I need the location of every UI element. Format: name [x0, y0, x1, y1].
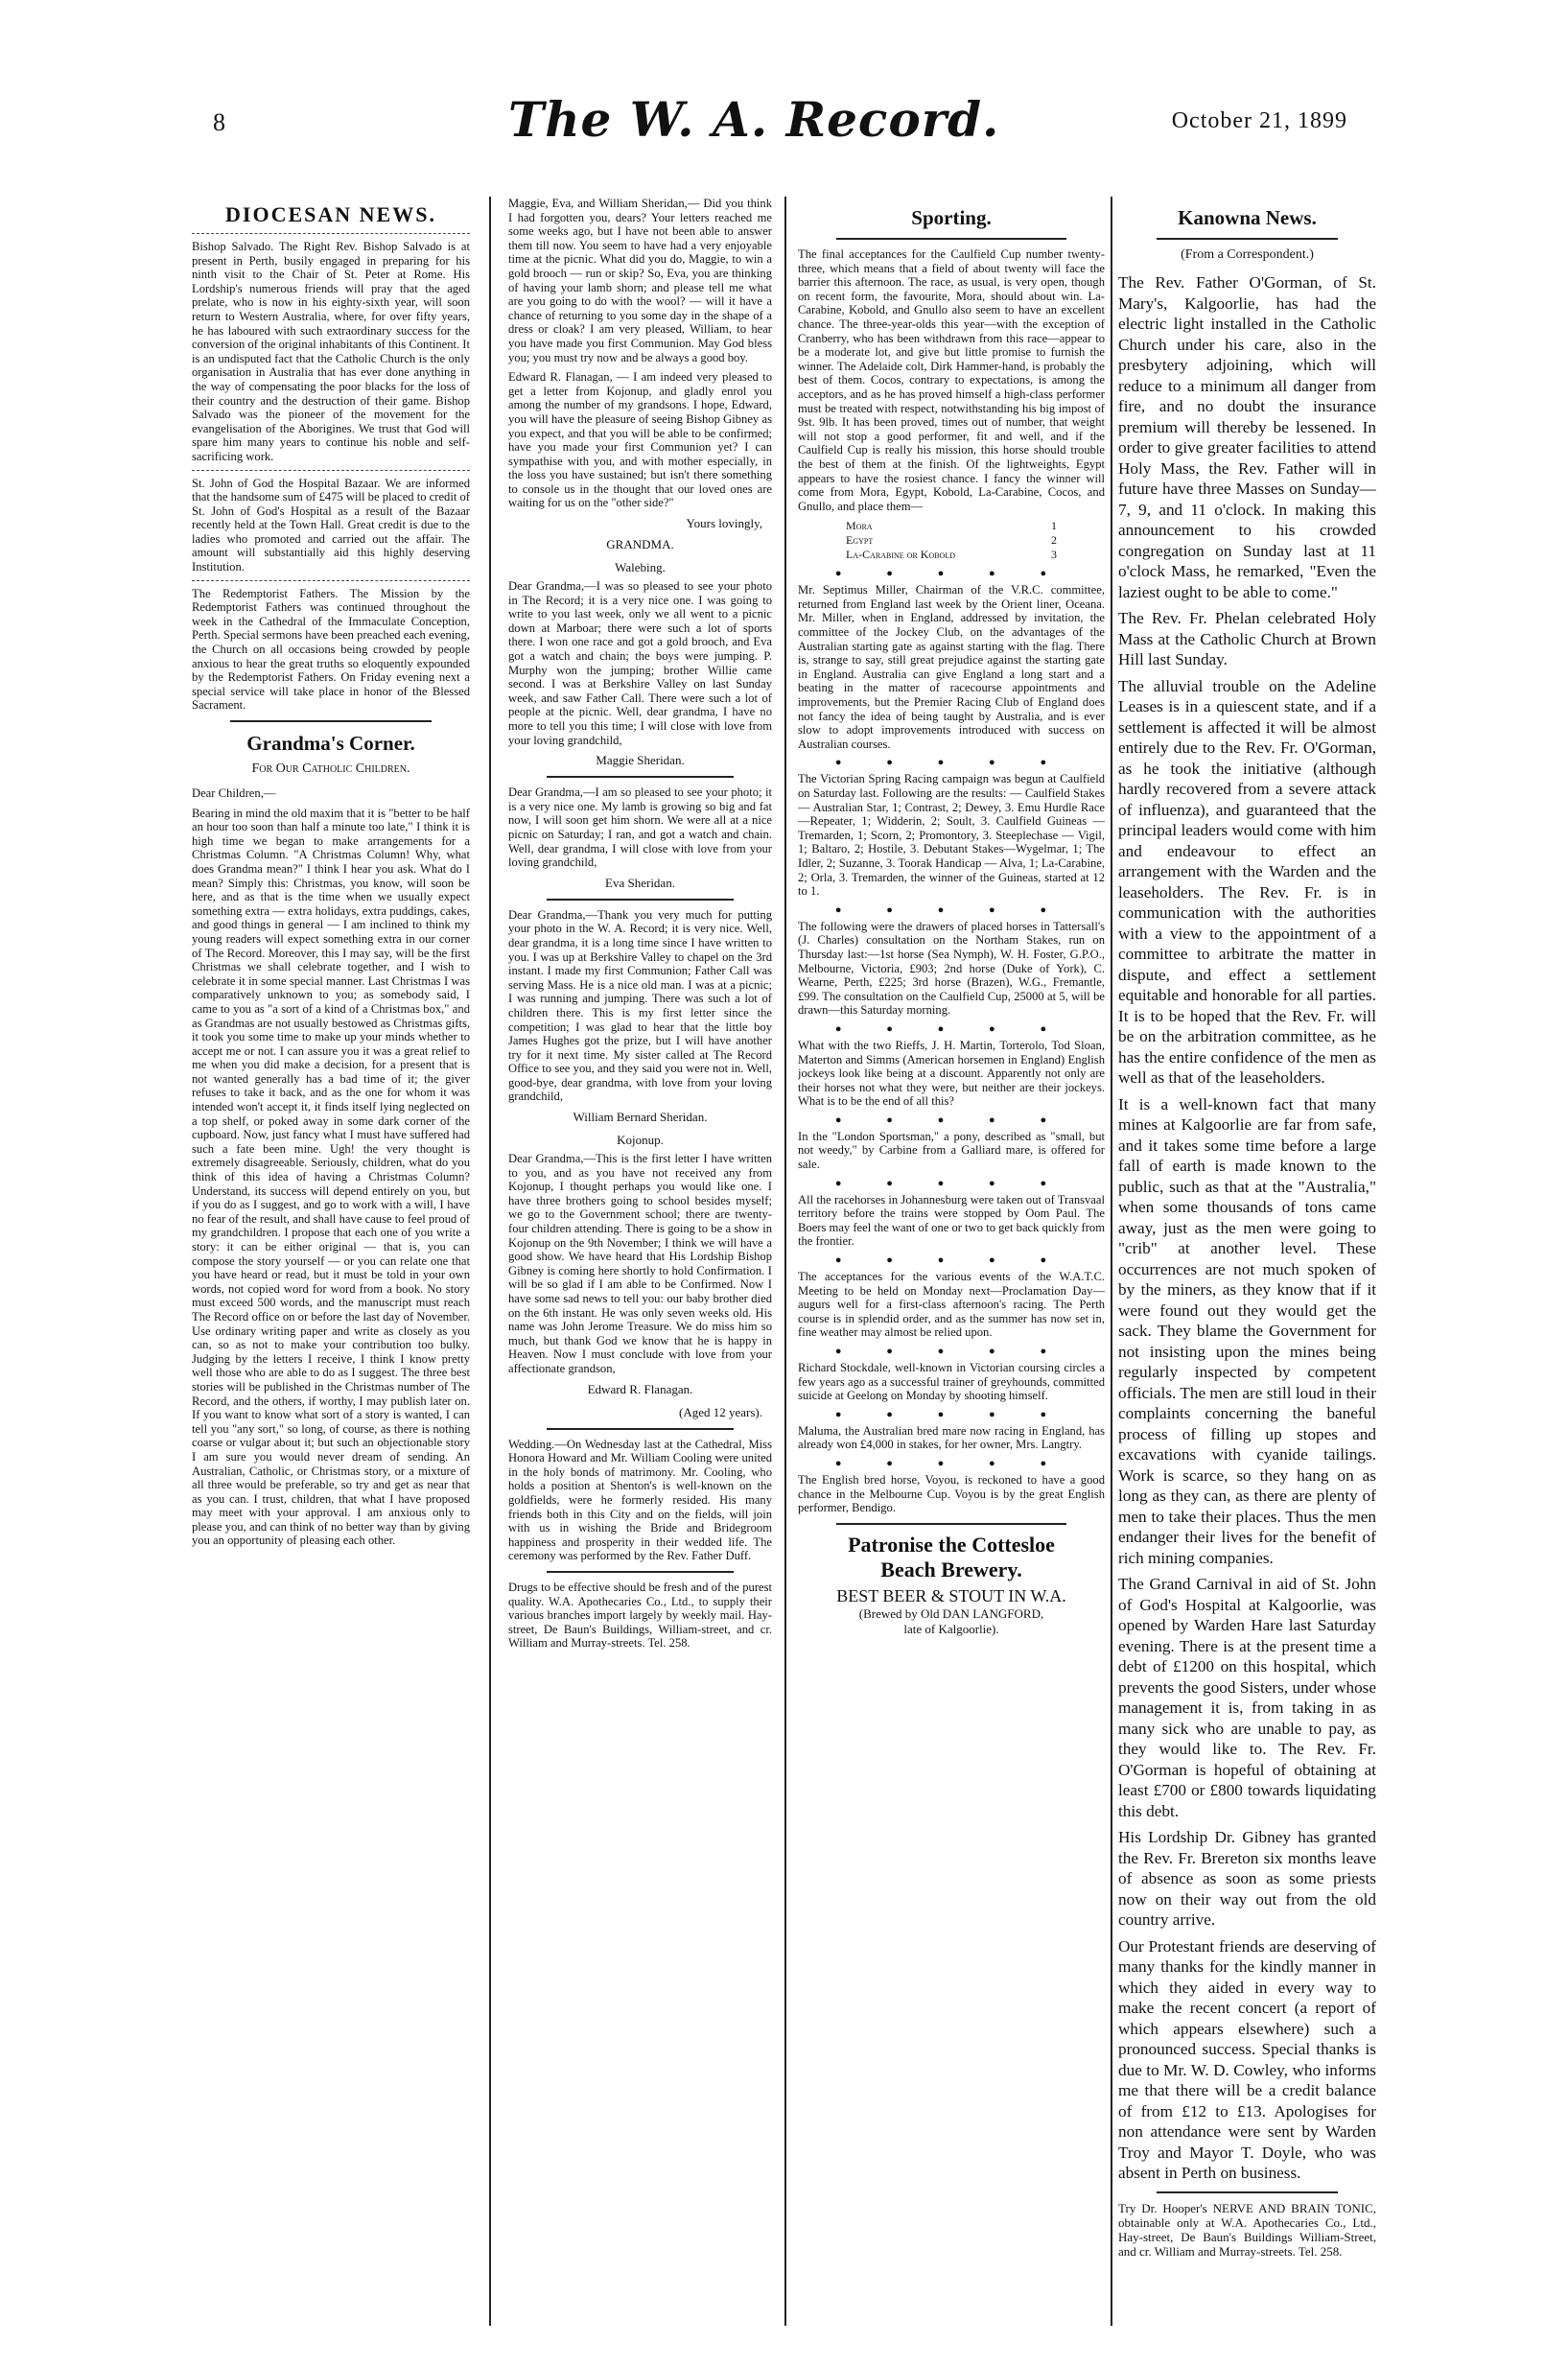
- article-paragraph: The Redemptorist Fathers. The Mission by the Redemptorist Fathers was continued throughout the week in the Cathedral of the Immaculate Conception, Perth. Special sermons have been preached each evening, the Church on all occasions being crowded by people anxious to hear the great truths so eloquently expounded by the Redemptorist Fathers. On Friday evening next a special service will take place in honor of the Blessed Sacrament.: [192, 586, 470, 713]
- article-paragraph: St. John of God the Hospital Bazaar. We are informed that the handsome sum of £475 will be placed to credit of St. John of God's Hospital as a result of the Bazaar recently held at the Town Hall. Great credit is due to the ladies who promoted and carried out the affair. The amount will substantially aid this highly deserving Institution.: [192, 476, 470, 574]
- signature: Yours lovingly,: [686, 516, 762, 531]
- article-paragraph: What with the two Rieffs, J. H. Martin, Torterolo, Tod Sloan, Materton and Simms (American horsemen in England) English jockeys look like being at a discount. Apparently not only are their horses not what they were, but neither are their jockeys. What is to be the end of all this?: [798, 1038, 1105, 1109]
- article-paragraph: The following were the drawers of placed horses in Tattersall's (J. Charles) consultation on the Northam Stakes, run on Thursday last:—1st horse (Sea Nymph), W. H. Foster, G.P.O., Melbourne, Victoria, £903; 2nd horse (Duke of York), C. Wearne, Perth, £225; 3rd horse (Brazen), W.G., Fremantle, £99. The consultation on the Caulfield Cup, 25000 at 5, will be drawn—this Saturday morning.: [798, 919, 1105, 1018]
- issue-date: October 21, 1899: [1171, 108, 1347, 133]
- letter-paragraph: Dear Grandma,—Thank you very much for putting your photo in the W. A. Record; it is very nice. Well, dear grandma, it is a long time since I have written to you. I was up at Berkshire Valley to chapel on the 3rd instant. I made my first Communion; Father Call was serving Mass. He is a nice old man. I was at a picnic; I was running and jumping. There was such a lot of children there. This is my first letter since the competition; I was glad to hear that the little boy James Hughes got the prize, but I will have another try for it next time. My sister called at The Record Office to see you, and they said you were not in. Well, good-bye, dear grandma, with love from your loving grandchild,: [508, 907, 772, 1104]
- article-paragraph: The acceptances for the various events of the W.A.T.C. Meeting to be held on Monday next—Proclamation Day—augurs well for a first-class afternoon's racing. The Perth course is in splendid order, and as the summer has now set in, fine weather may almost be relied upon.: [798, 1270, 1105, 1340]
- page-number: 8: [213, 108, 225, 136]
- divider: [1157, 238, 1338, 240]
- letter-paragraph: Dear Grandma,—I was so pleased to see your photo in The Record; it is a very nice one. I was going to write to you last week, only we all went to a picnic down at Marboar; there were such a lot of sports there. I won one race and got a gold brooch, and Eva got a watch and chain; the boys were jumping. P. Murphy won the jumping; brother Willie came second. I was at Berkshire Valley on last Sunday week, and saw Father Call. There were such a lot of people at the picnic. Well, dear grandma, I have no more to tell you this time; I will close with love from your loving grandchild,: [508, 579, 772, 747]
- article-paragraph: The alluvial trouble on the Adeline Leases is in a quiescent state, and if a settlement is affected it will be almost entirely due to the Rev. Fr. O'Gorman, as he took the initiative (although hardly recovered from a severe attack of influenza), and guaranteed that the principal leaders would come with him and endeavour to effect an arrangement with the Warden and the leaseholders. The Rev. Fr. is in communication with the authorities with a view to the appointment of a committee to arbitrate the matter in dispute, and effect a settlement equitable and honorable for all parties. It is to be hoped that the Rev. Fr. will be on the arbitration committee, as he has the entire confidence of the men as well as that of the leaseholders.: [1118, 676, 1376, 1087]
- letter-paragraph: Dear Grandma,—This is the first letter I have written to you, and as you have not received any from Kojonup, I thought perhaps you would like one. I have three brothers going to school besides myself; we go to the Government school; there are twenty-four children attending. There is going to be a show in Kojonup on the 9th November; I think we will have a good show. We have heard that His Lordship Bishop Gibney is coming here shortly to hold Confirmation. I will be so glad if I am able to be Confirmed. Now I have some sad news to tell you: our baby brother died on the 6th instant. He was only seven weeks old. His name was John Jerome Treasure. We do miss him so much, but thank God we know that he is happy in Heaven. Now I must conclude with love from your affectionate grandson,: [508, 1152, 772, 1375]
- divider: ● ● ● ● ●: [834, 1457, 1068, 1469]
- divider: ● ● ● ● ●: [834, 1346, 1068, 1357]
- divider: [192, 470, 470, 471]
- divider: ● ● ● ● ●: [834, 1254, 1068, 1267]
- article-paragraph: Bishop Salvado. The Right Rev. Bishop Salvado is at present in Perth, busily engaged in preparing for his ninth visit to the Chair of St. Peter at Rome. His Lordship's numerous friends will pray that the aged prelate, who is now in his eighty-sixth year, will soon return to Western Australia, where, for over fifty years, he has laboured with such extraordinary success for the conversion of the original inhabitants of this Continent. It is an undisputed fact that the Catholic Church is the only organisation in Australia that has ever done anything in the way of compensating the poor blacks for the loss of their country and the destruction of their game. Bishop Salvado was the pioneer of the movement for the evangelisation of the Aborigines. We trust that God will spare him many years to continue his noble and self-sacrificing work.: [192, 240, 470, 463]
- section-subheading: For Our Catholic Children.: [251, 761, 410, 776]
- ad-note: (Brewed by Old DAN LANGFORD,: [858, 1605, 1044, 1621]
- divider: ● ● ● ● ●: [834, 757, 1068, 769]
- advertisement: Try Dr. Hooper's NERVE AND BRAIN TONIC, obtainable only at W.A. Apothecaries Co., Ltd., Hay-street, De Baun's Buildings William-Street, and cr. William and Murray-streets. Tel. 258.: [1118, 2200, 1376, 2259]
- article-paragraph: Wedding.—On Wednesday last at the Cathedral, Miss Honora Howard and Mr. William Cooling were united in the holy bonds of matrimony. Mr. Cooling, who holds a position at Shenton's is well-known on the goldfields, were he formerly resided. His many friends both in this City and on the fields, will join with us in wishing the Bride and Bridegroom happiness and prosperity in their wedded life. The ceremony was performed by the Rev. Father Duff.: [508, 1437, 772, 1563]
- divider: ● ● ● ● ●: [834, 1113, 1068, 1126]
- tips-row: Egypt 2: [846, 533, 1057, 548]
- article-paragraph: All the racehorses in Johannesburg were taken out of Transvaal territory before the trains were stopped by Oom Paul. The Boers may feel the want of one or two to get back quickly from the frontier.: [798, 1192, 1105, 1249]
- signature: Eva Sheridan.: [605, 875, 675, 890]
- divider: [836, 1523, 1066, 1525]
- section-heading: Grandma's Corner.: [246, 732, 415, 755]
- brewery-advertisement: [798, 1533, 1105, 1637]
- column-divider: [1111, 197, 1112, 2326]
- article-paragraph: The Rev. Fr. Phelan celebrated Holy Mass at the Catholic Church at Brown Hill last Sunday.: [1118, 609, 1376, 668]
- divider: ● ● ● ● ●: [834, 1177, 1068, 1189]
- column-sporting: [798, 197, 1105, 2326]
- article-paragraph: It is a well-known fact that many mines at Kalgoorlie are far from safe, and it takes some time before a large fall of earth is made known to the public, such as that at the "Australia," when some thousands of tons came away, just as the men were going to "crib" at another level. These occurrences are not much spoken of by the miners, as they know that if it were found out they would get the sack. They blame the Government for not insisting upon the mines being regularly inspected by competent officials. The men are still loud in their complaints concerning the baneful process of filling up stopes and excavations with cyanide tailings. Work is scarce, so they hang on as long as they can, as there are plenty of men to take their places. Thus the men endanger their lives for the benefit of rich mining companies.: [1118, 1094, 1376, 1567]
- column-kanowna-news: [1118, 197, 1376, 2326]
- letter-paragraph: Dear Grandma,—I am so pleased to see your photo; it is a very nice one. My lamb is growing so big and fat now, I will soon get him shorn. We were all at a nice picnic on Saturday; I ran, and got a watch and chain. Well, dear grandma, I will close with love from your loving grandchild,: [508, 785, 772, 870]
- salutation: Dear Children,—: [192, 786, 276, 800]
- article-paragraph: Mr. Septimus Miller, Chairman of the V.R.C. committee, returned from England last week by the Orient liner, Oceana. Mr. Miller, when in England, addressed by invitation, the committee of the Jockey Club, on the advantages of the Australian starting gate as against starting with the flag. There is, strange to say, still great prejudice against the starting gate in England. Australia can give England a long start and a beating in the matter of racecourse appointments and improvements, but the Premier Racing Club of England does not fancy the idea of being taught by Australia, and is ever slow to adopt improvements introduced with success on Australian courses.: [798, 583, 1105, 751]
- signature: Maggie Sheridan.: [596, 753, 685, 768]
- tips-row: La-Carabine or Kobold 3: [846, 548, 1057, 562]
- masthead: The W. A. Record.: [508, 91, 1000, 148]
- article-paragraph: The final acceptances for the Caulfield Cup number twenty-three, which means that a field of about twenty will face the barrier this afternoon. The race, as usual, is very open, though on recent form, the favourite, Mora, should about win. La-Carabine, Kobold, and Gnullo also seem to have an excellent chance. The three-year-olds this year—with the exception of Cranberry, who has been withdrawn from this race—appear to be a moderate lot, and give but little promise to furnish the winner. The Adelaide colt, Dirk Hammer-hand, is probably the best of them. Cocos, contrary to expectations, is among the acceptors, and as he has proved himself a high-class performer must be treated with respect, notwithstanding his big impost of 9st. 9lb. It has been proved, times out of number, that weight will not stop a good performer, fit and well, and if the Caulfield Cup is really his mission, this horse should trouble the best of them at the finish. Of the lightweights, Egypt appears to have the rosiest chance. I fancy the winner will come from Mora, Egypt, Kobold, La-Carabine, Cocos, and Gnullo, and place them—: [798, 247, 1105, 513]
- article-paragraph: His Lordship Dr. Gibney has granted the Rev. Fr. Brereton six months leave of absence as soon as some priests now on their way out from the old country arrive.: [1118, 1828, 1376, 1929]
- column-divider: [489, 197, 491, 2326]
- signature: (Aged 12 years).: [679, 1404, 762, 1419]
- page-header: [192, 91, 1376, 168]
- divider: [547, 776, 734, 778]
- columns: [192, 197, 1376, 2326]
- article-paragraph: The Victorian Spring Racing campaign was begun at Caulfield on Saturday last. Following are the results: — Caulfield Stakes — Australian Star, 1; Contrast, 2; Dewey, 3. Emu Hurdle Race—Repeater, 1; Widderin, 2; Soult, 3. Caulfield Guineas — Tremarden, 1; Scorn, 2; Promontory, 3. Steeplechase — Vigil, 1; Baltaro, 2; Hostile, 3. Debutant Stakes—Wygelmar, 1; The Idler, 2; Suzanne, 3. Toorak Handicap — Alva, 1; La-Carabine, 2; Orla, 3. Tremarden, the winner of the Guineas, started at 12 to 1.: [798, 772, 1105, 899]
- section-heading: Kanowna News.: [1178, 206, 1317, 229]
- advertisement: Drugs to be effective should be fresh and of the purest quality. W.A. Apothecaries Co., Ltd., to supply their various branches import largely by weekly mail. Hay-street, De Baun's Buildings, William-street, and cr. William and Murray-streets. Tel. 258.: [508, 1580, 772, 1651]
- column-divider: [784, 197, 786, 2326]
- article-paragraph: Bearing in mind the old maxim that it is "better to be half an hour too soon than half a minute too late," I think it is high time we began to make arrangements for a Christmas Column. "A Christmas Column! Why, what does Grandma mean?" I think I hear you ask. What do I mean? Simply this: Christmas, you know, will soon be here, and as that is the time when we usually expect something extra — extra holidays, extra puddings, cakes, and good things in general — I am inclined to think my young readers will expect something extra in our corner of The Record. Moreover, this I may say, will be the first Christmas we shall celebrate together, and I wish to celebrate it in some special manner. Last Christmas I was comparatively unknown to you; as somebody said, I came to you as "a sort of a kind of a Christmas box," and as Grandmas are not usually bestowed as Christmas gifts, it took you some time to make up your minds whether to accept me or not. I can assure you it was a great relief to me when you did make a decision, for a present that is not wanted generally has a bad time of it; the giver refuses to take it back, and as the one for whom it was intended won't accept it, it finds itself lying neglected on a top shelf, or poked away in some dark corner of the cupboard. Now, just fancy what I must have suffered had such a fate been mine. Ugh! the very thought is extremely disagreeable. Seriously, children, what do you think of this idea of having a Christmas Column? Understand, its success will depend entirely on you, but if you do as I suggest, and go to work with a will, I have no fear of the result, and shall have cause to feel proud of my grandchildren. I propose that each one of you write a story: it can be either original — that is, you can compose the story yourself — or you can relate one that you have heard or read, but it must be told in your own words, not copied word for word from a book. No story must exceed 500 words, and the manuscript must reach The Record office on or before the last day of November. Use ordinary writing paper and write as closely as you can, so as not to make your contribution too bulky. Judging by the letters I receive, I think I know pretty well those who are able to do as I suggest. The three best stories will be published in the Christmas number of The Record, and the others, if worthy, I may publish later on. If you want to know what sort of a story is wanted, I can tell you "any sort," so long, of course, as there is nothing coarse or vulgar about it; but such an objectionable story I am sure you would never dream of sending. An Australian, Catholic, or Christmas story, or a mixture of all three would be preferable, so try and get as near that as you can. I trust, children, that what I have proposed may meet with your approval. I am anxious only to please you, and can think of no better way than by giving you an opportunity of pleasing each other.: [192, 806, 470, 1548]
- ad-note: late of Kalgoorlie).: [903, 1621, 999, 1636]
- article-paragraph: The Rev. Father O'Gorman, of St. Mary's, Kalgoorlie, has had the electric light installed in the Catholic Church under his care, also in the presbytery adjoining, which will reduce to a minimum all danger from fire, and no doubt the insurance premium will thereby be lessened. In order to give greater facilities to attend Holy Mass, the Rev. Father will in future have three Masses on Sunday—7, 9, and 11 o'clock. In making this announcement to his crowded congregation on Sunday last at 11 o'clock Mass, he remarked, "Even the laziest ought to be able to come.": [1118, 273, 1376, 601]
- article-paragraph: Richard Stockdale, well-known in Victorian coursing circles a few years ago as a successful trainer of greyhounds, committed suicide at Geelong on Monday by shooting himself.: [798, 1361, 1105, 1403]
- newspaper-page: [192, 91, 1376, 2326]
- article-paragraph: In the "London Sportsman," a pony, described as "small, but not weedy," by Carbine from a Galliard mare, is offered for sale.: [798, 1129, 1105, 1172]
- section-subheading: (From a Correspondent.): [1181, 247, 1314, 262]
- ad-tagline: BEST BEER & STOUT IN W.A.: [836, 1585, 1066, 1605]
- tips-row: Mora 1: [846, 519, 1057, 533]
- signature: Edward R. Flanagan.: [587, 1381, 693, 1396]
- place-heading: Walebing.: [615, 560, 666, 575]
- place-heading: Kojonup.: [617, 1133, 664, 1148]
- divider: [547, 1428, 734, 1430]
- divider: [547, 899, 734, 901]
- divider: [547, 1571, 734, 1573]
- divider: ● ● ● ● ●: [834, 568, 1068, 580]
- section-heading: DIOCESAN NEWS.: [225, 202, 436, 226]
- letter-paragraph: Edward R. Flanagan, — I am indeed very pleased to get a letter from Kojonup, and gladly enrol you among the number of my grandsons. I hope, Edward, you will have the pleasure of seeing Bishop Gibney as you expect, and that you will be able to be confirmed; have you made your first Communion yet? I can sympathise with you, and with mother especially, in the loss you have sustained; but isn't there something to console us in the thought that our loved ones are waiting for us on the "other side?": [508, 370, 772, 510]
- article-paragraph: The English bred horse, Voyou, is reckoned to have a good chance in the Melbourne Cup. Voyou is by the great English performer, Bendigo.: [798, 1472, 1105, 1515]
- divider: ● ● ● ● ●: [834, 1022, 1068, 1035]
- letter-paragraph: Maggie, Eva, and William Sheridan,— Did you think I had forgotten you, dears? Your letters reached me some weeks ago, but I have not been able to answer them till now. You seem to have had a very enjoyable time at the picnic. What did you do, Maggie, to win a gold brooch — run or skip? So, Eva, you are thinking of having your lamb shorn; and please tell me what are you going to do with the wool? — will it have a chance of returning to you some day in the shape of a dress or cloak? I am very pleased, William, to hear you have made you first Communion. May God bless you; you must try now and be always a good boy.: [508, 197, 772, 364]
- ad-headline: Beach Brewery.: [880, 1557, 1022, 1581]
- column-diocesan-news: [192, 197, 470, 2326]
- divider: [1157, 2191, 1338, 2193]
- article-paragraph: Our Protestant friends are deserving of many thanks for the kindly manner in which they aided in every way to make the recent concert (a report of which appears elsewhere) such a pronounced success. Special thanks is due to Mr. W. D. Cowley, who informs me that there will be a credit balance of from £12 to £13. Apologises for non attendance were sent by Warden Troy and Mayor T. Doyle, who was absent in Perth on business.: [1118, 1936, 1376, 2182]
- divider: [836, 238, 1066, 240]
- divider: [230, 720, 432, 722]
- column-grandma-letters: [508, 197, 772, 2326]
- signature: William Bernard Sheridan.: [573, 1110, 708, 1125]
- divider: [192, 580, 470, 581]
- tips-table: [846, 519, 1057, 562]
- section-heading: Sporting.: [911, 206, 992, 229]
- divider: ● ● ● ● ●: [834, 903, 1068, 916]
- divider: ● ● ● ● ●: [834, 1408, 1068, 1420]
- ad-headline: Patronise the Cottesloe: [848, 1532, 1055, 1557]
- signature: GRANDMA.: [606, 537, 674, 552]
- article-paragraph: Maluma, the Australian bred mare now racing in England, has already won £4,000 in stakes, for her owner, Mrs. Langtry.: [798, 1423, 1105, 1452]
- article-paragraph: The Grand Carnival in aid of St. John of God's Hospital at Kalgoorlie, was opened by Warden Hare last Saturday evening. There is at the present time a debt of £1200 on this hospital, which prevents the good Sisters, under whose management it is, from taking in as many sick who are unable to pay, as they would like to. The Rev. Fr. O'Gorman is hopeful of obtaining at least £700 or £800 towards liquidating this debt.: [1118, 1575, 1376, 1820]
- divider: [192, 233, 470, 234]
